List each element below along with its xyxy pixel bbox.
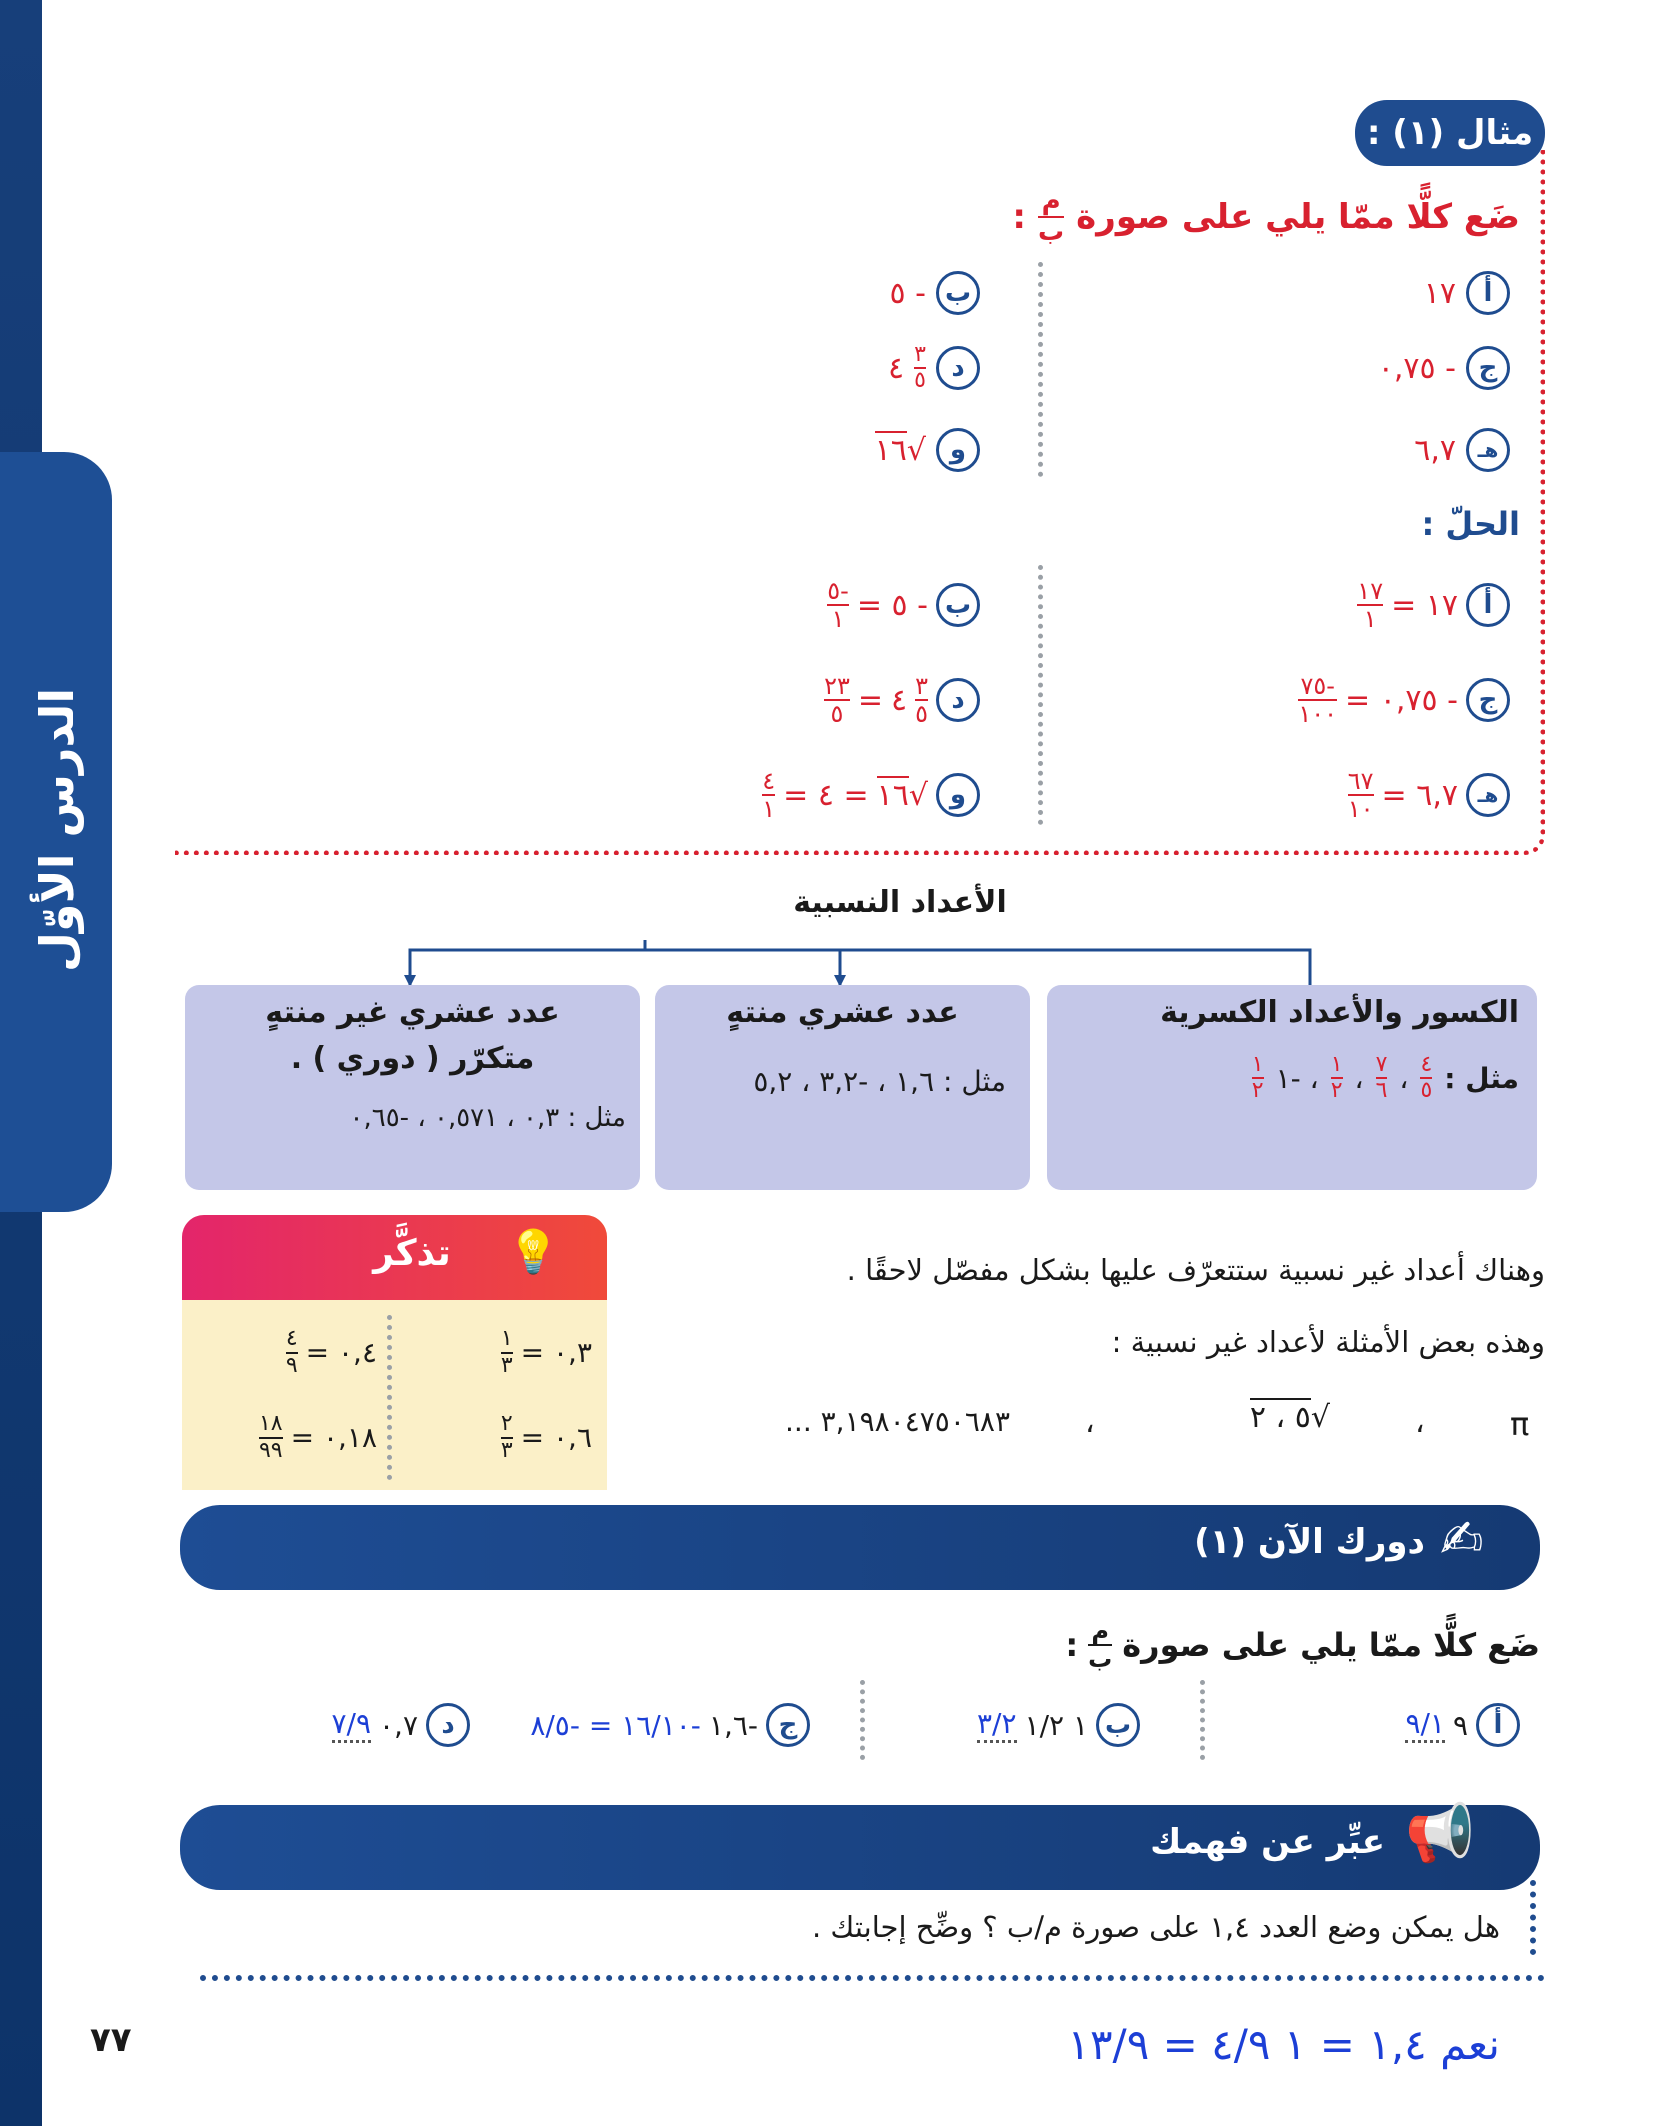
frac-numerator: ٦٧	[1347, 766, 1374, 795]
solution-fraction	[1357, 578, 1383, 633]
irrational-pi: π	[1510, 1405, 1530, 1443]
your-turn-item-d	[230, 1695, 470, 1755]
tree-box-title-2: متكرّر ( دوري ) .	[290, 1041, 535, 1076]
example-instruction-fraction	[1038, 187, 1064, 246]
tree-box-repeating	[185, 985, 640, 1190]
example-item-b	[770, 268, 980, 318]
frac-denominator: ٩٩	[258, 1437, 283, 1463]
express-question: هل يمكن وضع العدد ١,٤ على صورة م/ب ؟ وضِّح إجابتك .	[812, 1910, 1500, 1944]
tree-box-title: الكسور والأعداد الكسرية	[1160, 995, 1519, 1030]
solution-d	[660, 660, 980, 740]
frac-denominator: ١	[831, 605, 845, 633]
frac-denominator: ٣	[500, 1437, 513, 1463]
item-whole: ٤	[888, 350, 905, 386]
irrational-line-1: وهناك أعداد غير نسبية ستتعرّف عليها بشكل مفصّل لاحقًا .	[846, 1253, 1545, 1287]
example-item-c	[1300, 343, 1510, 393]
frac-denominator: ٩	[285, 1352, 298, 1378]
remember-lhs: ٠,٣ =	[520, 1336, 592, 1369]
lightbulb-icon: 💡	[507, 1227, 560, 1276]
remember-item	[412, 1400, 592, 1475]
equals-sign: =	[857, 682, 883, 718]
tree-box-fractions	[1047, 985, 1537, 1190]
frac-denominator: ٥	[915, 700, 928, 728]
radicand: ١٦	[876, 777, 909, 813]
letter-badge: ب	[1096, 1703, 1140, 1747]
colon: :	[1012, 197, 1027, 237]
item-value: ١ ١/٢	[1024, 1708, 1088, 1742]
solution-label: الحلّ :	[1421, 505, 1520, 543]
letter-badge: و	[936, 428, 980, 472]
example-instruction	[950, 182, 1520, 252]
letter-badge: د	[936, 678, 980, 722]
your-turn-item-a	[1280, 1695, 1520, 1755]
item-value: ٩	[1452, 1708, 1468, 1742]
frac-numerator: ١٨	[258, 1411, 283, 1437]
solution-mid: = ٤ =	[783, 777, 869, 813]
letter-badge: هـ	[1466, 428, 1510, 472]
letter-badge: د	[936, 346, 980, 390]
tree-box-example: مثل : ٠,٣ ، ٠,٥٧١ ، -٠,٦٥	[349, 1103, 626, 1133]
sqrt-value: √١٦	[874, 432, 926, 468]
express-dotted-right	[1530, 1880, 1536, 1955]
item-fraction	[914, 343, 926, 393]
letter-badge: و	[936, 773, 980, 817]
frac-numerator: ٤	[285, 1326, 298, 1352]
express-handwritten-answer[interactable]: نعم ١,٤ = ١ ٤/٩ = ١٣/٩	[1067, 2020, 1500, 2069]
frac-numerator: ١٧	[1357, 576, 1384, 605]
example-title-text: مثال (١) :	[1366, 113, 1534, 153]
frac-numerator: -٥	[827, 576, 849, 605]
irrational-decimal: ٣,١٩٨٠٤٧٥٠٦٨٣ ...	[785, 1405, 1010, 1438]
solution-lhs-fraction	[915, 673, 928, 728]
fraction-value: $\frac{١}{٢}$	[1330, 1052, 1343, 1104]
letter-badge: د	[426, 1703, 470, 1747]
writing-hand-icon: ✍	[1440, 1510, 1484, 1570]
frac-numerator: م	[1091, 1616, 1110, 1645]
frac-denominator: ١	[762, 795, 776, 823]
express-title: عبِّر عن فهمك	[1150, 1822, 1385, 1862]
frac-denominator: ٥	[830, 700, 844, 728]
colon: :	[1065, 1626, 1079, 1664]
frac-numerator: -٧٥	[1300, 671, 1335, 700]
remember-lhs: ٠,١٨ =	[290, 1421, 377, 1454]
example-instruction-text: ضَع كلًّا ممّا يلي على صورة	[1076, 197, 1520, 237]
remember-item	[412, 1315, 592, 1390]
remember-item	[197, 1400, 377, 1475]
example-frame	[175, 150, 1545, 855]
your-turn-title: دورك الآن (١)	[1194, 1522, 1425, 1562]
megaphone-icon: 📢	[1405, 1801, 1475, 1866]
frac-numerator: ٣	[914, 341, 926, 367]
example-divider	[1038, 262, 1043, 477]
remember-lhs: ٠,٦ =	[520, 1421, 592, 1454]
item-value: ٦,٧	[1414, 432, 1456, 468]
irrational-sep-2: ،	[1085, 1405, 1095, 1440]
frac-denominator: ٣	[500, 1352, 513, 1378]
irrational-line-2: وهذه بعض الأمثلة لأعداد غير نسبية :	[1111, 1325, 1545, 1359]
item-value: - ٠,٧٥	[1377, 350, 1456, 386]
your-turn-instruction	[1050, 1610, 1540, 1680]
handwritten-answer[interactable]: ٩/١	[1405, 1707, 1445, 1743]
letter-badge: أ	[1466, 271, 1510, 315]
remember-fraction	[501, 1412, 513, 1462]
letter-badge: ب	[936, 271, 980, 315]
frac-denominator: ١٠٠	[1298, 700, 1338, 728]
solution-e	[1200, 755, 1510, 835]
solution-fraction	[1298, 673, 1337, 728]
frac-numerator: ٣	[915, 671, 928, 700]
frac-denominator: ٥	[914, 368, 926, 393]
solution-a	[1200, 565, 1510, 645]
item-value: ١٧	[1423, 275, 1456, 311]
remember-fraction	[286, 1327, 298, 1377]
tree-root: الأعداد النسبية	[793, 885, 1007, 920]
remember-box	[182, 1215, 607, 1490]
radicand: ١٦	[874, 432, 907, 468]
letter-badge: أ	[1476, 1703, 1520, 1747]
solution-lhs-whole: ٤	[890, 682, 908, 718]
page-number: ٧٧	[90, 2020, 132, 2060]
remember-fraction	[259, 1412, 283, 1462]
frac-numerator: م	[1041, 186, 1061, 217]
lesson-side-tab-label: الدرس الأوّل	[30, 687, 84, 973]
solution-lhs: ٦,٧ =	[1381, 777, 1458, 813]
your-turn-divider	[1200, 1680, 1205, 1760]
letter-badge: أ	[1466, 583, 1510, 627]
frac-numerator: ٤	[762, 766, 776, 795]
solution-fraction	[824, 673, 850, 728]
instruction-fraction	[1088, 1618, 1112, 1673]
frac-numerator: ٢	[500, 1411, 513, 1437]
solution-fraction	[1348, 768, 1374, 823]
solution-fraction	[762, 768, 775, 823]
express-dotted-line	[200, 1975, 1545, 1981]
frac-denominator: ١٠	[1347, 795, 1374, 823]
letter-badge: ج	[1466, 346, 1510, 390]
solution-lhs: - ٠,٧٥ =	[1345, 682, 1458, 718]
item-value: - ٥	[889, 275, 926, 311]
solution-c	[1140, 660, 1510, 740]
remember-fraction	[501, 1327, 513, 1377]
letter-badge: هـ	[1466, 773, 1510, 817]
frac-denominator: ب	[1088, 1645, 1113, 1673]
frac-denominator: ١	[1363, 605, 1377, 633]
tree-box-title: عدد عشري منتهٍ	[726, 995, 959, 1030]
solution-lhs: ١٧ =	[1391, 587, 1458, 623]
example-label: مثل :	[1444, 1061, 1519, 1095]
example-item-f	[770, 425, 980, 475]
item-value: ٠,٧	[379, 1708, 418, 1742]
irrational-roots: √٥ ، ٢	[1249, 1400, 1330, 1435]
example-item-e	[1300, 425, 1510, 475]
tree-box-example: مثل : $\frac{٤}{٥}$ ، $\frac{٧}{٦}$ ، $\frac{١}{٢}$ ، -١ $\frac{١}{٢}$	[1251, 1052, 1519, 1104]
remember-item	[197, 1315, 377, 1390]
tree-box-terminating	[655, 985, 1030, 1190]
letter-badge: ب	[936, 583, 980, 627]
solution-b	[660, 565, 980, 645]
fraction-value: $\frac{٤}{٥}$	[1420, 1052, 1433, 1104]
solution-fraction	[827, 578, 849, 633]
frac-numerator: ٢٣	[824, 671, 850, 700]
remember-title: تذكَّر	[373, 1233, 451, 1274]
solution-divider	[1038, 565, 1043, 825]
solution-f	[620, 755, 980, 835]
remember-lhs: ٠,٤ =	[305, 1336, 377, 1369]
letter-badge: ج	[766, 1703, 810, 1747]
example-item-a	[1300, 268, 1510, 318]
instruction-text: ضَع كلًّا ممّا يلي على صورة	[1122, 1626, 1540, 1664]
frac-numerator: ١	[500, 1326, 513, 1352]
fraction-value: $\frac{٧}{٦}$	[1375, 1052, 1388, 1104]
your-turn-item-b	[900, 1695, 1140, 1755]
fraction-value: $\frac{١}{٢}$	[1251, 1052, 1264, 1104]
item-value: -١,٦	[708, 1708, 758, 1742]
example-item-d	[770, 335, 980, 401]
your-turn-item-c	[480, 1695, 810, 1755]
frac-denominator: ب	[1038, 217, 1065, 247]
your-turn-divider	[860, 1680, 865, 1760]
handwritten-answer[interactable]: ٣/٢	[977, 1707, 1017, 1743]
handwritten-answer[interactable]: ٧/٩	[332, 1707, 372, 1743]
solution-lhs: - ٥ =	[856, 587, 928, 623]
irrational-sep: ،	[1415, 1405, 1425, 1440]
remember-divider	[387, 1315, 392, 1480]
radicands: ٥ ، ٢	[1249, 1400, 1311, 1435]
tree-box-title: عدد عشري غير منتهٍ	[265, 995, 560, 1030]
sqrt-value: √١٦	[876, 777, 928, 813]
handwritten-answer[interactable]: -١٦/١٠ = -٨/٥	[530, 1708, 701, 1742]
letter-badge: ج	[1466, 678, 1510, 722]
tree-box-example: مثل : ١,٦ ، -٣,٢ ، ٥,٢	[753, 1065, 1006, 1098]
